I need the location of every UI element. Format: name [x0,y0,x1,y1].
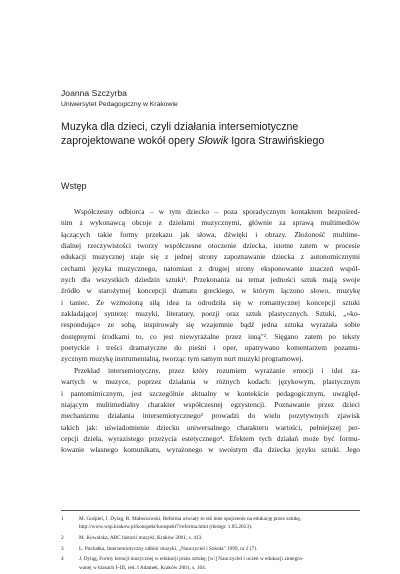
footnote [61,555,360,572]
body-line: respondując« ze sobą, inspirowały się wzajemnie bądź jedna sztuka wyrażała sobie [61,320,360,330]
footnote-number: 4 [61,556,64,563]
body-line: mechanizmu działania intersemiotycznego³ prowadzi do wielu pozytywnych zjawisk [61,411,360,421]
author-affiliation: Uniwersytet Pedagogiczny w Krakowie [61,101,178,108]
body-line: Współczesny odbiorca – w tym dziecko – poza sporadycznym kontaktem bezpośred- [74,207,360,216]
body-line: takich jak: uświadomienie dziecku uniwersalnego charakteru wartości, pełniejszej per- [61,422,360,432]
body-line: wartych w muzyce, poprzez działania w różnych kodach: językowym, plastycznym [61,377,360,387]
footnote-line: L. Puchałka, Intersemiotyczny odbiór muzyki, „Nauczyciel i Szkoła" 1999, nr 2 (7). [79,545,258,552]
body-line: i taniec. Ze wzmożoną siłą idea ta odrodziła się w romantycznej koncepcji sztuki [61,297,360,307]
title-line-2-suffix: Igora Strawińskiego [228,135,325,147]
body-line: nim z wykonawcą obcuje z dziełami muzycznymi, głównie za sprawą multimediów [61,218,360,228]
footnote [61,545,360,553]
footnote-number: 3 [61,545,64,552]
body-line: cechami języka muzycznego, natomiast z drugiej strony eksponowanie znaczeń wspól- [61,263,360,273]
body-line: poetyckie i treści dramatyczne do pieśni i oper, opatrywano komentarzem pozamu- [61,343,360,353]
footnote-line: wanej w klasach I–III, red. I Adamek, Kraków 2001, s. 164. [79,564,207,571]
body-line: niającym multimedialny charakter współczesnej egzystencji. Poznawanie przez dzieci [61,399,360,409]
footnote-line: M. Kowalska, ABC historii muzyki, Kraków 2001, s. 413. [79,535,203,541]
body-line: łączących takie formy przekazu jak słowa, dźwięki i obrazy. Złożoność multime- [61,229,360,239]
footnotes [61,515,360,574]
body-line: zakładającej syntezę: muzyki, literatury, poezji oraz sztuk plastycznych. Sztuki, „»ko- [61,309,360,319]
footnote-line: M. Guśpiel, J. Dylag, R. Małoszowski, Reforma oświaty to też inne spojrzenie na edukację przez sztukę, [79,516,302,522]
footnote-number: 2 [61,535,64,541]
title-line-1: Muzyka dla dzieci, czyli działania intersemiotyczne [61,121,299,133]
body-line: edukacji muzycznej staje się z jednej strony zapoznawanie dziecka z autonomicznymi [61,252,360,262]
footnote-line[interactable]: http://www.wsp.krakow.pl/konspekt/konspekt7/reforma.html (dostęp: 1.05.2013). [79,524,253,531]
section-heading: Wstęp [61,181,87,191]
body-line: łowanie własnego komunikatu, wyrażonego w swoistym dla dziecka języku sztuki. Jego [61,445,360,455]
footnote-number: 1 [61,516,64,522]
footnote-divider [61,510,360,511]
body-line: zycznym muzykę instrumentalną, tworząc tym samym nurt muzyki programowej. [61,354,304,364]
body-line: źródło w starożytnej koncepcji dramatu greckiego, w którym łączono słowo, muzykę [61,286,360,296]
footnote [61,534,360,542]
title-line-2-prefix: zaprojektowane wokół opery [61,135,198,147]
body-line: i pantomimicznym, jest szczególnie aktualny w kontekście pedagogicznym, uwzględ- [61,388,360,398]
footnote [61,515,360,532]
body-line: dialnej rzeczywistości tworzy współczesne otoczenie dziecka, istotne zatem w procesie [61,241,360,251]
body-text [61,206,360,456]
title-line-2 [61,134,361,148]
author-name: Joanna Szczyrba [61,88,127,98]
body-line: nych dla wszystkich dziedzin sztuki¹. Przekonania na temat jedności sztuk mają swoje [61,275,360,285]
article-title [61,120,361,148]
body-line: dostępnymi środkami to, co jest niewyrażalne przez inną"². Sięgano zatem po teksty [61,331,360,341]
title-opera-name: Słowik [197,135,229,147]
body-line: Przekład intersemiotyczny, przez który rozumiem wyrażanie emocji i idei za- [74,365,360,375]
footnote-line: J. Dyląg, Formy kreacji muzycznej w edukacji przez sztukę, [w:] Nauczyciel i uczeń w edukacji zintegro- [79,556,304,563]
body-line: cepcji dzieła, wyrazistego przeżycia estetycznego⁴. Efektem tych działań może być formu- [61,433,360,443]
